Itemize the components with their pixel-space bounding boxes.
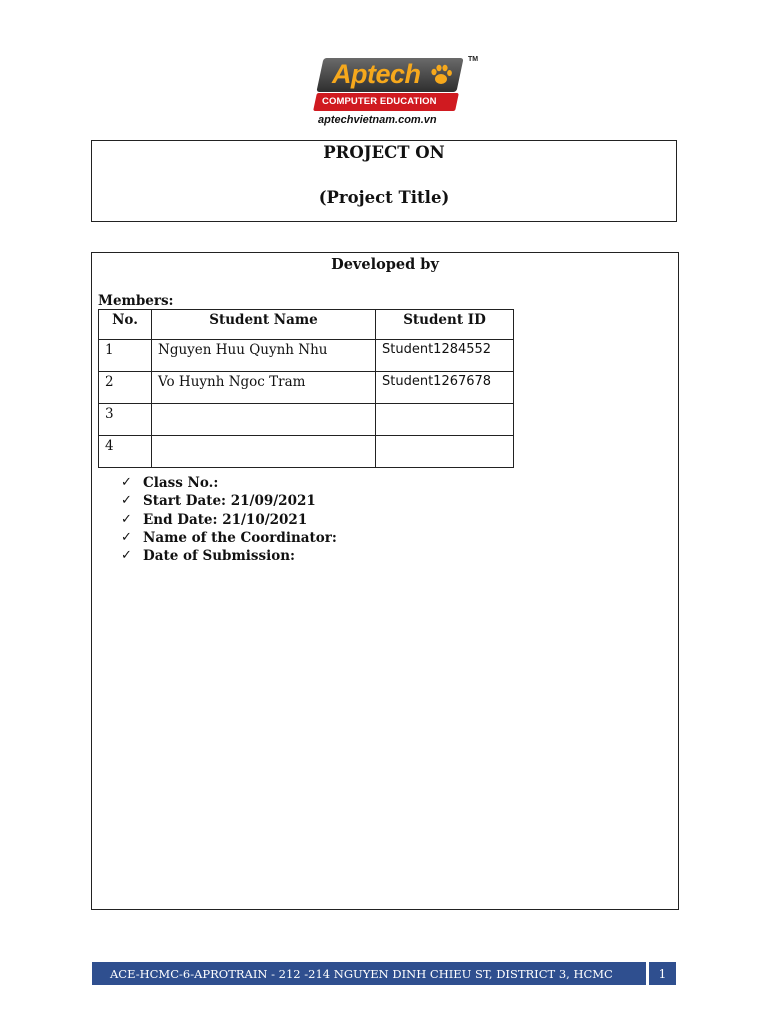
check-icon: ✓ <box>121 548 132 564</box>
row-student-id: Student1267678 <box>376 372 514 404</box>
logo-url: aptechvietnam.com.vn <box>318 114 437 126</box>
members-label: Members: <box>98 293 174 309</box>
row-student-id <box>376 404 514 436</box>
table-header-row <box>99 310 514 340</box>
project-details-list <box>121 474 337 565</box>
members-table <box>98 309 514 468</box>
detail-text: Name of the Coordinator: <box>143 530 337 547</box>
detail-text: Date of Submission: <box>143 548 296 565</box>
logo-word: Aptech <box>332 59 421 89</box>
row-student-name <box>152 436 376 468</box>
table-row <box>99 372 514 404</box>
detail-text: End Date: 21/10/2021 <box>143 511 308 528</box>
page-number: 1 <box>649 962 676 985</box>
check-icon: ✓ <box>121 475 132 491</box>
header-student-name: Student Name <box>152 310 376 340</box>
row-student-id <box>376 436 514 468</box>
table-row <box>99 404 514 436</box>
table-row <box>99 436 514 468</box>
check-icon: ✓ <box>121 530 132 546</box>
row-no: 2 <box>99 372 152 404</box>
header-student-id: Student ID <box>376 310 514 340</box>
project-on-heading: PROJECT ON <box>323 143 445 162</box>
check-icon: ✓ <box>121 511 132 527</box>
list-item-class-no <box>121 474 337 492</box>
title-box <box>91 140 677 222</box>
check-icon: ✓ <box>121 493 132 509</box>
row-student-name <box>152 404 376 436</box>
row-no: 4 <box>99 436 152 468</box>
row-student-id: Student1284552 <box>376 340 514 372</box>
header-no: No. <box>99 310 152 340</box>
detail-text: Class No.: <box>143 475 219 492</box>
table-row <box>99 340 514 372</box>
logo-band-text: COMPUTER EDUCATION <box>322 96 437 107</box>
footer-address: ACE-HCMC-6-APROTRAIN - 212 -214 NGUYEN DINH CHIEU ST, DISTRICT 3, HCMC <box>92 962 646 985</box>
list-item-start-date <box>121 492 337 510</box>
aptech-logo <box>310 56 485 134</box>
project-title: (Project Title) <box>318 188 450 207</box>
page-footer <box>92 962 676 985</box>
row-no: 3 <box>99 404 152 436</box>
row-student-name: Vo Huynh Ngoc Tram <box>152 372 376 404</box>
list-item-coordinator <box>121 529 337 547</box>
paw-icon <box>428 62 454 88</box>
details-box <box>91 252 679 910</box>
logo-trademark: TM <box>468 56 479 63</box>
row-no: 1 <box>99 340 152 372</box>
list-item-submission-date <box>121 547 337 565</box>
list-item-end-date <box>121 511 337 529</box>
developed-by-heading: Developed by <box>331 256 439 273</box>
row-student-name: Nguyen Huu Quynh Nhu <box>152 340 376 372</box>
detail-text: Start Date: 21/09/2021 <box>143 493 316 510</box>
